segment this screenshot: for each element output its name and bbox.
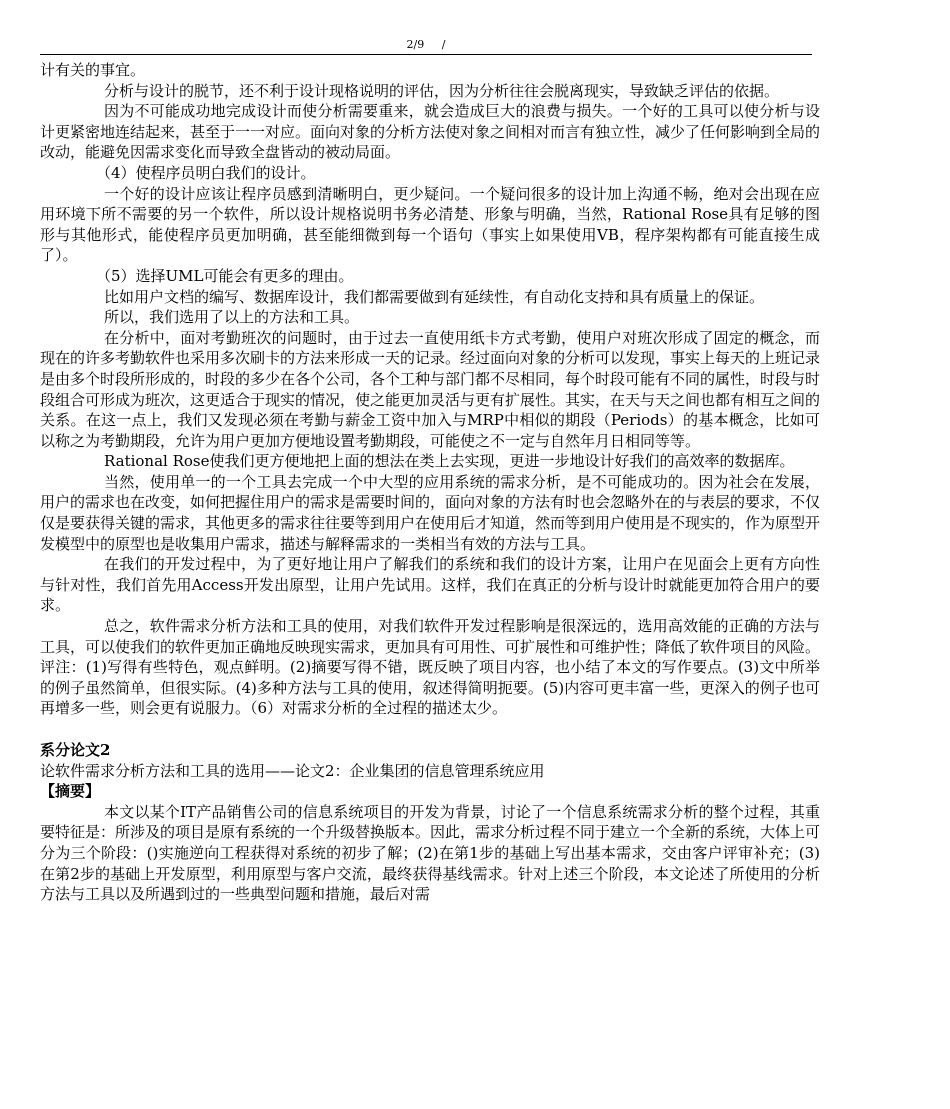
paragraph: 当然，使用单一的一个工具去完成一个中大型的应用系统的需求分析，是不可能成功的。因为社会在发展，用户的需求也在改变，如何把握住用户的需求是需要时间的，面向对象的方法有时也会忽略外在的与表层的要求，不仅仅是要获得关键的需求，其他更多的需求往往要等到用户在使用后才知道，然而等到用户使用是不现实的，作为原型开发模型中的原型也是收集用户需求，描述与解释需求的一类相当有效的方法与工具。 — [40, 472, 821, 553]
abstract-label: 【摘要】 — [40, 782, 101, 801]
paragraph: Rational Rose使我们更方便地把上面的想法在类上去实现，更进一步地设计好我们的高效率的数据库。 — [104, 452, 795, 471]
section-subtitle: 论软件需求分析方法和工具的选用——论文2：企业集团的信息管理系统应用 — [40, 761, 545, 780]
paragraph: 在我们的开发过程中，为了更好地让用户了解我们的系统和我们的设计方案，让用户在见面会上更有方向性与针对性，我们首先用Access开发出原型，让用户先试用。这样，我们在真正的分析与设计时就能更加符合用户的要求。 — [40, 555, 820, 615]
paragraph: 因为不可能成功地完成设计而使分析需要重来，就会造成巨大的浪费与损失。一个好的工具可以使分析与设计更紧密地连结起来，甚至于一一对应。面向对象的分析方法使对象之间相对而言有独立性，减少了任何影响到全局的改动，能避免因需求变化而导致全盘皆动的被动局面。 — [40, 102, 821, 162]
list-item-heading: （5）选择UML可能会有更多的理由。 — [96, 266, 354, 285]
section-title: 系分论文2 — [40, 741, 111, 759]
paragraph: 总之，软件需求分析方法和工具的使用，对我们软件开发过程影响是很深远的，选用高效能的正确的方法与工具，可以使我们的软件更加正确地反映现实需求，更加具有可用性、可扩展性和可维护性；降低了软件项目的风险。 — [40, 617, 821, 656]
page-number: 2/9 — [406, 38, 425, 51]
paragraph: 所以，我们选用了以上的方法和工具。 — [104, 308, 360, 327]
header-rule — [40, 54, 812, 55]
document-body — [40, 60, 820, 905]
paragraph: 一个好的设计应该让程序员感到清晰明白，更少疑问。一个疑问很多的设计加上沟通不畅，绝对会出现在应用环境下所不需要的另一个软件，所以设计规格说明书务必清楚、形象与明确，当然，Rational Rose具有足够的图形与其他形式，能使程序员更加明确，甚至能细微到每一个语句（事实上如果使用VB，程序架构都有可能直接生成了）。 — [40, 184, 820, 265]
paragraph-continuation: 计有关的事宜。 — [40, 61, 146, 79]
page-number-separator: / — [441, 38, 446, 51]
list-item-heading: （4）使程序员明白我们的设计。 — [96, 163, 316, 182]
paragraph: 分析与设计的脱节，还不利于设计现格说明的评估，因为分析往往会脱离现实，导致缺乏评估的依据。 — [104, 81, 780, 100]
abstract-text: 本文以某个IT产品销售公司的信息系统项目的开发为背景，讨论了一个信息系统需求分析的整个过程，其重要特征是：所涉及的项目是原有系统的一个升级替换版本。因此，需求分析过程不同于建立一个全新的系统，大体上可分为三个阶段：()实施逆向工程获得对系统的初步了解；(2)在第1步的基础上写出基本需求，交由客户评审补充；(3)在第2步的基础上开发原型，利用原型与客户交流，最终获得基线需求。针对上述三个阶段，本文论述了所使用的分析方法与工具以及所遇到过的一些典型问题和措施，最后对需 — [40, 802, 821, 904]
page-header — [40, 38, 812, 52]
paragraph: 比如用户文档的编写、数据库设计，我们都需要做到有延续性，有自动化支持和具有质量上的保证。 — [104, 287, 765, 306]
paragraph: 在分析中，面对考勤班次的问题时，由于过去一直使用纸卡方式考勤，使用户对班次形成了固定的概念，而现在的许多考勤软件也采用多次刷卡的方法来形成一天的记录。经过面向对象的分析可以发现，事实上每天的上班记录是由多个时段所形成的，时段的多少在各个公司，各个工种与部门都不尽相同，每个时段可能有不同的属性，时段与时段组合可形成为班次，这更适合于现实的情况，使之能更加灵活与更有扩展性。其实，在天与天之间也都有相互之间的关系。在这一点上，我们又发现必须在考勤与薪金工资中加入与MRP中相似的期段（Periods）的基本概念，比如可以称之为考勤期段，允许为用户更加方便地设置考勤期段，可能使之不一定与自然年月日相同等等。 — [40, 328, 821, 450]
spacer — [40, 719, 820, 740]
review-comment: 评注：(1)写得有些特色，观点鲜明。(2)摘要写得不错，既反映了项目内容，也小结了本文的写作要点。(3)文中所举的例子虽然简单，但很实际。(4)多种方法与工具的使用，叙述得简明扼要。(5)内容可更丰富一些，更深入的例子也可再增多一些，则会更有说服力。（6）对需求分析的全过程的描述太少。 — [40, 658, 820, 718]
